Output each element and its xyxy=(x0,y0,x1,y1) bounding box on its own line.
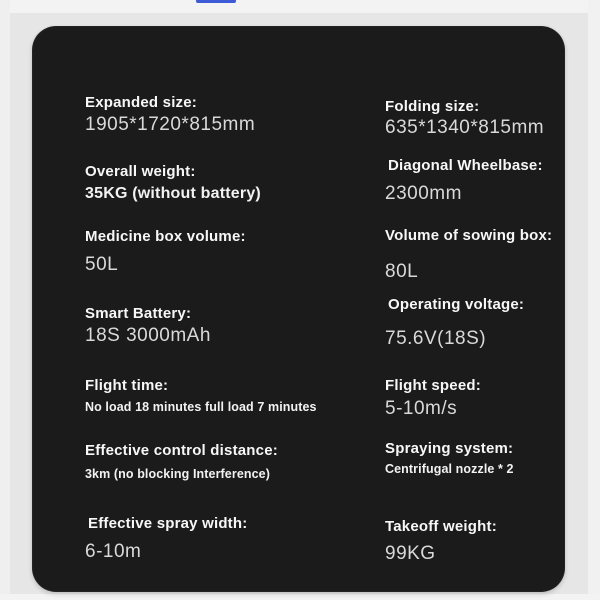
spec-label: Spraying system: xyxy=(385,440,514,457)
top-accent-bar[interactable] xyxy=(196,0,236,3)
spec-value: Centrifugal nozzle * 2 xyxy=(385,462,514,476)
spec-overall-weight xyxy=(85,162,261,206)
spec-expanded-size xyxy=(85,93,255,137)
spec-label: Overall weight: xyxy=(85,163,196,180)
spec-label: Flight speed: xyxy=(385,377,481,394)
spec-label: Diagonal Wheelbase: xyxy=(388,157,543,174)
spec-label: Effective spray width: xyxy=(88,515,248,532)
spec-panel xyxy=(32,26,565,592)
spec-value: 99KG xyxy=(385,543,436,564)
spec-value: 75.6V(18S) xyxy=(385,328,487,349)
spec-label: Expanded size: xyxy=(85,94,197,111)
spec-value: 35KG (without battery) xyxy=(85,185,261,202)
spec-flight-speed xyxy=(385,376,481,421)
page-left-strip xyxy=(0,0,10,600)
spec-operating-voltage xyxy=(385,295,524,351)
page-right-strip xyxy=(588,0,600,600)
spec-value: 3km (no blocking Interference) xyxy=(85,467,270,481)
spec-volume-of-sowing-box xyxy=(385,226,552,284)
spec-smart-battery xyxy=(85,304,211,348)
spec-value: 635*1340*815mm xyxy=(385,117,545,138)
spec-effective-control-distance xyxy=(85,441,278,482)
spec-value: 2300mm xyxy=(385,183,462,204)
page-top-strip xyxy=(0,0,600,13)
page-bottom-strip xyxy=(0,594,600,600)
spec-folding-size xyxy=(385,97,544,140)
spec-value: 18S 3000mAh xyxy=(85,325,211,346)
spec-label: Folding size: xyxy=(385,98,480,115)
spec-value: 80L xyxy=(385,261,419,282)
spec-label: Takeoff weight: xyxy=(385,518,497,535)
spec-effective-spray-width xyxy=(85,514,247,564)
spec-label: Effective control distance: xyxy=(85,442,278,459)
spec-diagonal-wheelbase xyxy=(385,156,543,206)
spec-value: 1905*1720*815mm xyxy=(85,114,256,135)
spec-label: Volume of sowing box: xyxy=(385,227,553,244)
spec-takeoff-weight xyxy=(385,517,497,566)
spec-label: Medicine box volume: xyxy=(85,228,246,245)
spec-value: No load 18 minutes full load 7 minutes xyxy=(85,400,317,414)
spec-label: Operating voltage: xyxy=(388,296,525,313)
spec-spraying-system xyxy=(385,439,514,477)
spec-label: Flight time: xyxy=(85,377,169,394)
spec-label: Smart Battery: xyxy=(85,305,192,322)
spec-value: 50L xyxy=(85,254,119,275)
spec-flight-time xyxy=(85,376,317,415)
spec-medicine-box-volume xyxy=(85,227,246,277)
spec-value: 5-10m/s xyxy=(385,398,458,419)
spec-value: 6-10m xyxy=(85,541,142,562)
